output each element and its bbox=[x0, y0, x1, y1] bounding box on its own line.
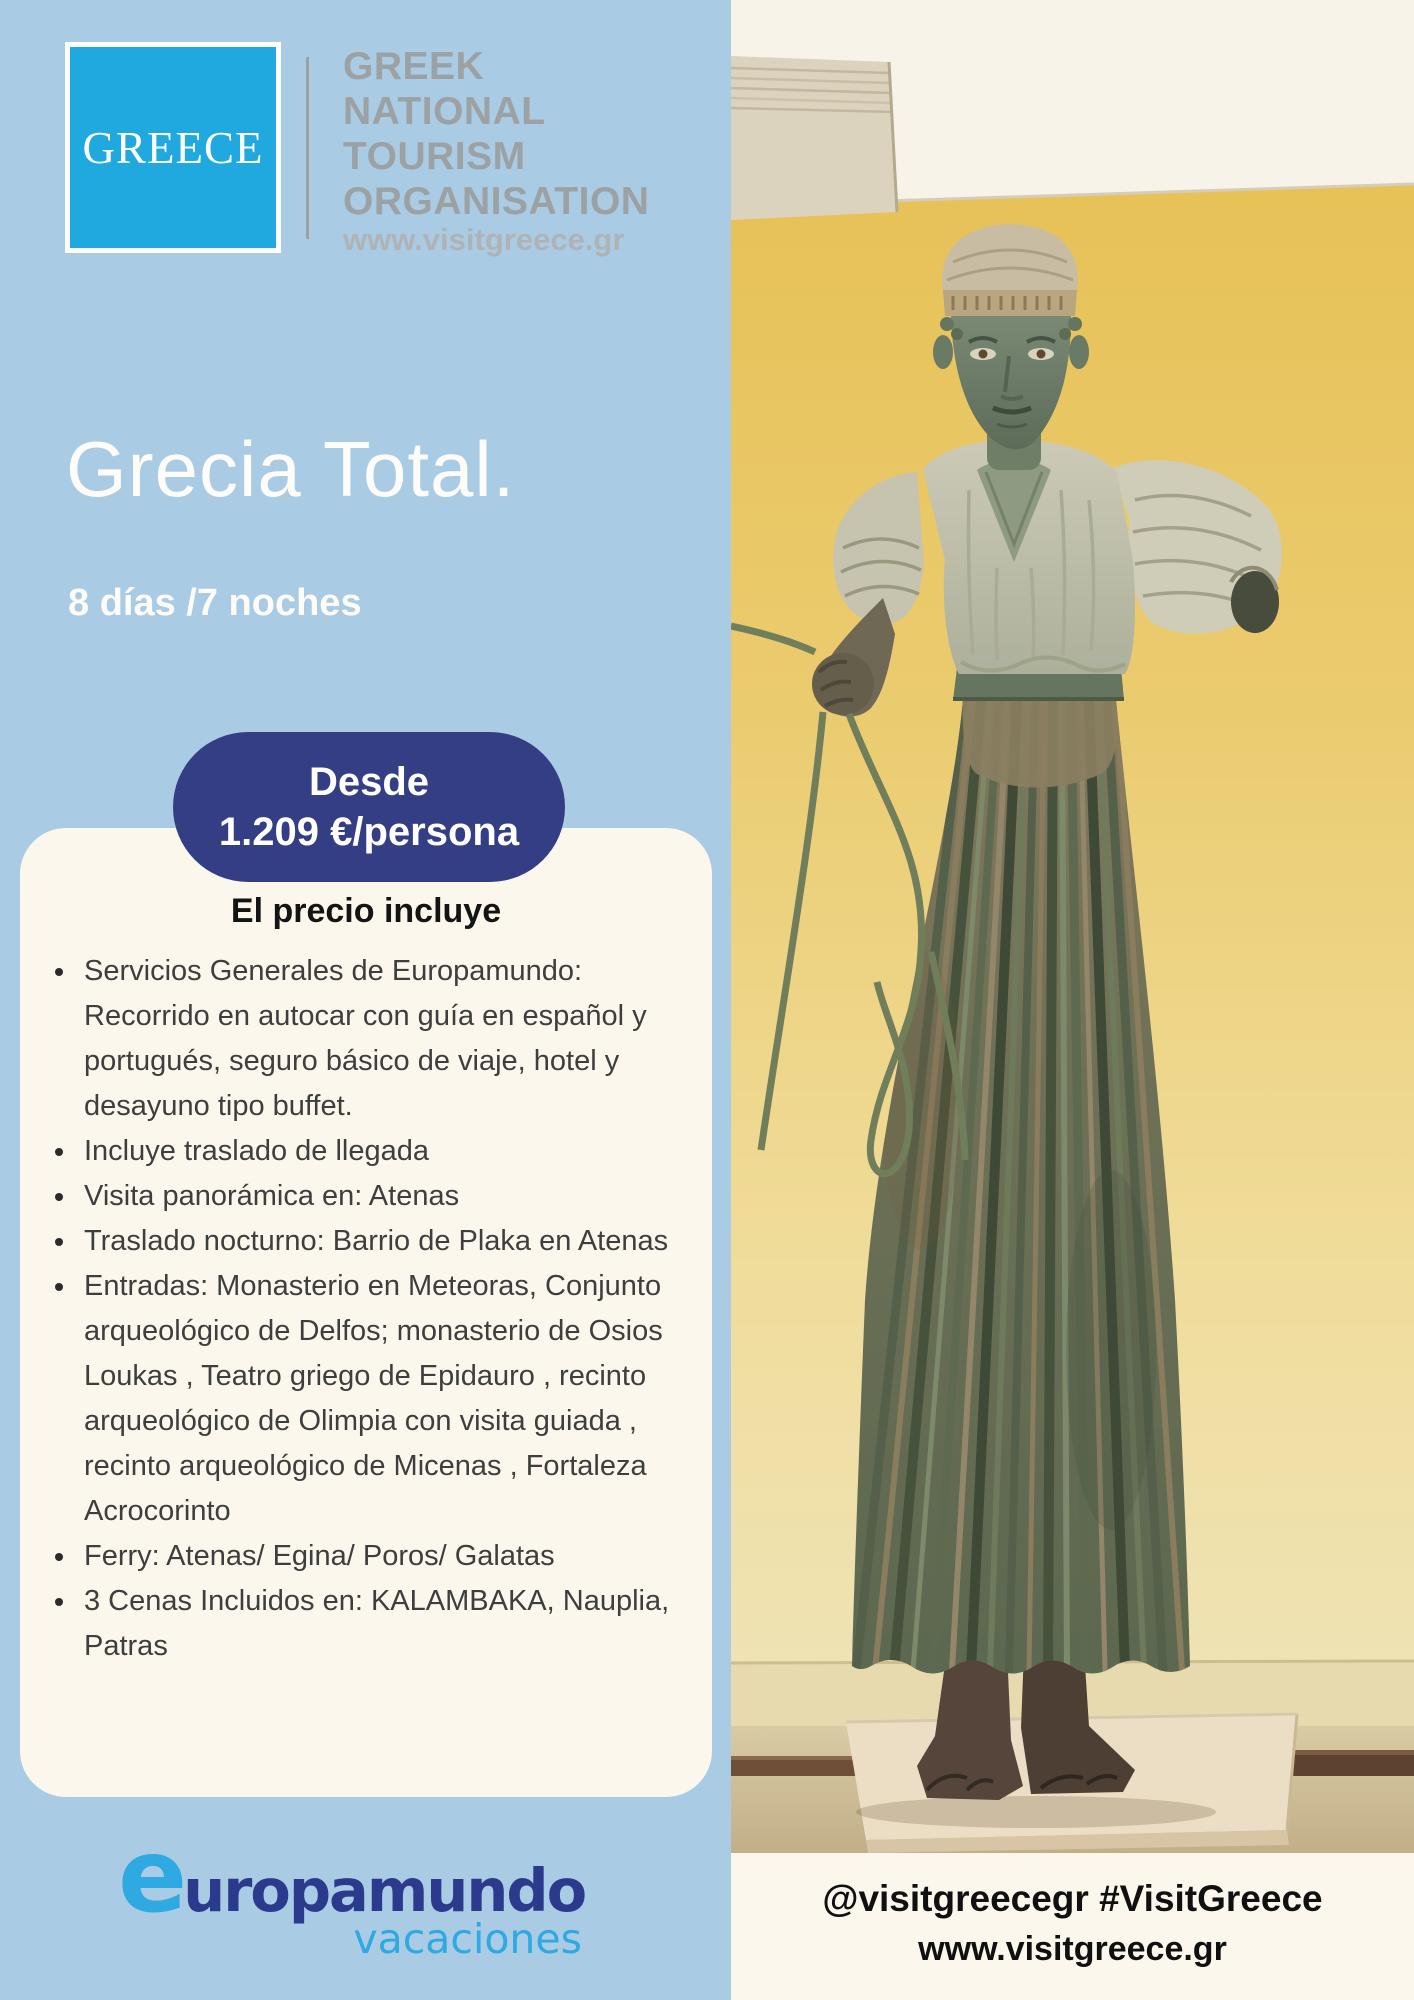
greece-logo-text: GREECE bbox=[82, 122, 264, 173]
trip-duration: 8 días /7 noches bbox=[68, 582, 362, 624]
price-badge-label: Desde bbox=[308, 760, 430, 804]
footer-website: www.visitgreece.gr bbox=[918, 1930, 1227, 1968]
gnto-logo-block bbox=[0, 0, 731, 300]
gnto-org-line: TOURISM bbox=[343, 135, 526, 178]
list-item: • Servicios Generales de Europamundo: Recorrido en autocar con guía en español y portugués, seguro básico de viaje, hotel y desayuno tipo buffet. bbox=[78, 949, 686, 1129]
europamundo-logo bbox=[118, 1817, 588, 1963]
list-item: • Ferry: Atenas/ Egina/ Poros/ Galatas bbox=[78, 1534, 686, 1579]
charioteer-photo bbox=[731, 0, 1414, 1853]
list-item: • Entradas: Monasterio en Meteoras, Conjunto arqueológico de Delfos; monasterio de Osios Loukas , Teatro griego de Epidauro , recinto arqueológico de Olimpia con visita guiada , recinto arqueológico de Micenas , Fortaleza Acrocorinto bbox=[78, 1264, 686, 1534]
charioteer-photo-art bbox=[731, 0, 1414, 1853]
list-item: • 3 Cenas Incluidos en: KALAMBAKA, Nauplia, Patras bbox=[78, 1579, 686, 1669]
social-handles: @visitgreecegr #VisitGreece bbox=[822, 1878, 1323, 1919]
price-includes-card bbox=[20, 828, 712, 1797]
europamundo-tagline: vacaciones bbox=[353, 1915, 582, 1963]
gnto-org-line: GREEK bbox=[343, 45, 485, 88]
list-item: • Traslado nocturno: Barrio de Plaka en Atenas bbox=[78, 1219, 686, 1264]
list-item: • Visita panorámica en: Atenas bbox=[78, 1174, 686, 1219]
card-heading: El precio incluye bbox=[230, 892, 502, 930]
list-item: • Incluye traslado de llegada bbox=[78, 1129, 686, 1174]
gnto-org-name bbox=[343, 44, 649, 224]
price-badge bbox=[173, 732, 565, 882]
gnto-org-line: ORGANISATION bbox=[343, 180, 650, 223]
europamundo-e-icon: e bbox=[118, 1817, 188, 1936]
price-badge-value: 1.209 €/persona bbox=[218, 810, 520, 854]
page-title: Grecia Total. bbox=[66, 425, 516, 513]
greece-logo bbox=[65, 42, 281, 253]
europamundo-wordmark: uropamundo bbox=[183, 1856, 586, 1925]
photo-footer bbox=[731, 1878, 1414, 1969]
logo-divider bbox=[306, 57, 309, 239]
wall-molding bbox=[731, 56, 897, 220]
includes-list bbox=[50, 949, 686, 1669]
gnto-org-line: NATIONAL bbox=[343, 90, 546, 133]
gnto-website: www.visitgreece.gr bbox=[343, 222, 625, 257]
skirt-kolpos bbox=[963, 700, 1118, 788]
